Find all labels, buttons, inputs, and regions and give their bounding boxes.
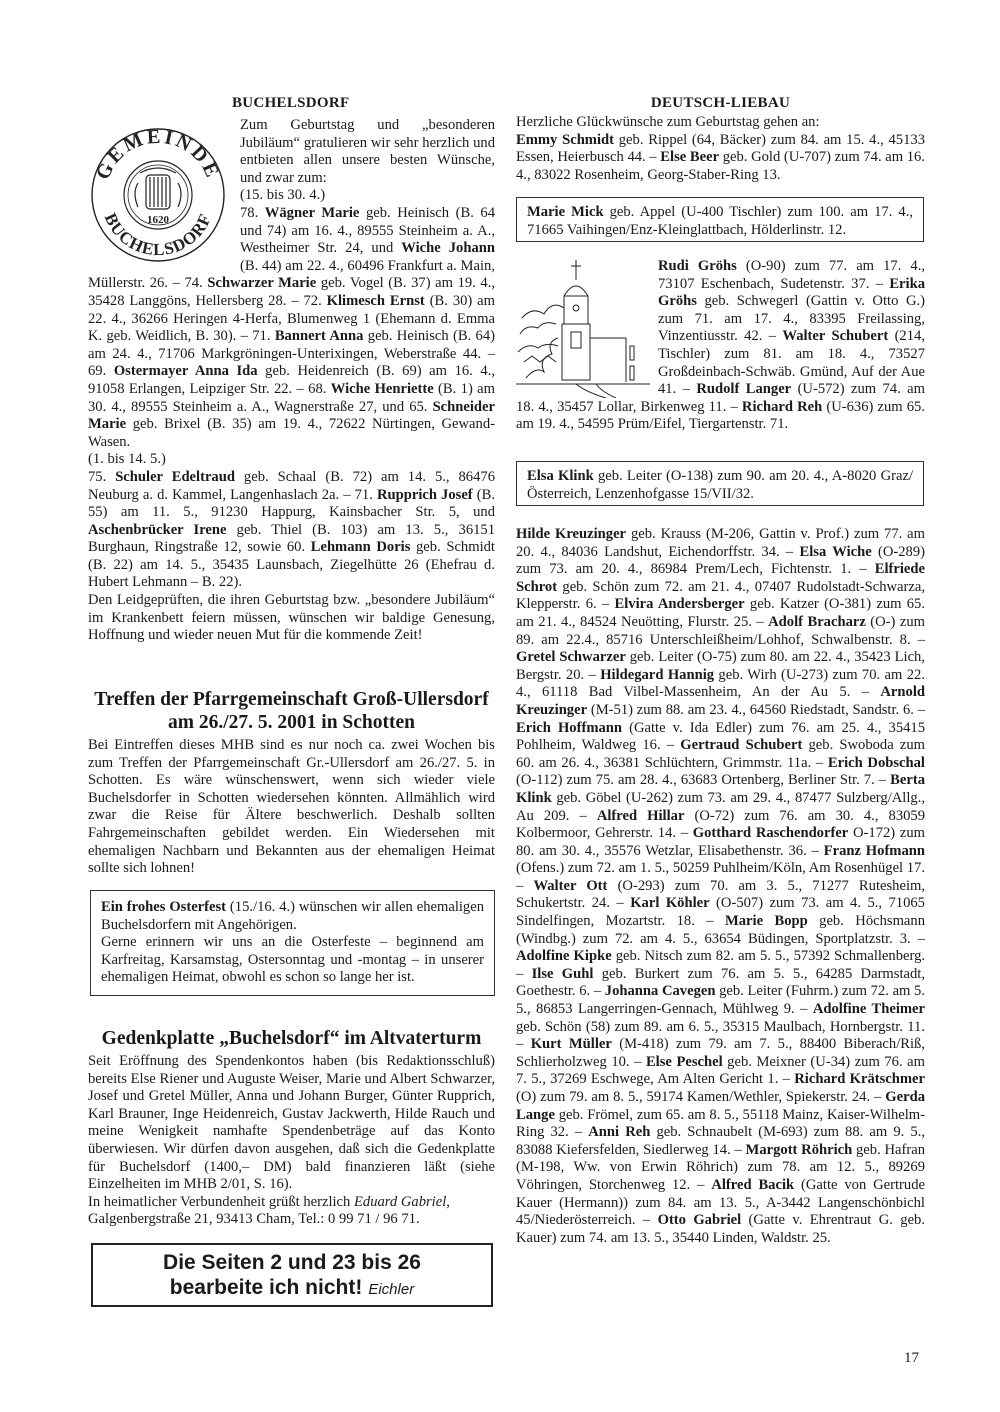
treffen-body-block xyxy=(88,737,495,878)
liebau-box1-text: Marie Mick geb. Appel (U-400 Tischler) zum 100. am 17. 4., 71665 Vaihingen/Enz-Kleinglattbach, Hölderlinstr. 12. xyxy=(527,204,913,238)
eichler-line1: Die Seiten 2 und 23 bis 26 xyxy=(163,1251,421,1274)
buchelsdorf-text-may: 75. Schuler Edeltraud geb. Schaal (B. 72) am 14. 5., 86476 Neuburg a. d. Kammel, Langenhaslach 2a. – 71. Rupprich Josef (B. 55) am 11. 5., 91230 Happurg, Kainsbacher Str. 5, und Aschenbrücker Irene geb. Thiel (B. 103) am 13. 5., 36151 Burghaun, Ringstraße 12, sowie 60. Lehmann Doris geb. Schmidt (B. 22) am 14. 5., 35435 Launsbach, Ziegelhütte 26 (Ehefrau d. Hubert Lehmann – B. 22). xyxy=(88,468,496,591)
eichler-signature: Eichler xyxy=(368,1281,415,1298)
gedenk-title: Gedenkplatte „Buchelsdorf“ im Altvaterturm xyxy=(101,1028,482,1049)
gedenk-body-block xyxy=(88,1053,495,1229)
seal-year: 1620 xyxy=(147,214,169,226)
buchelsdorf-birthdays-april xyxy=(88,205,495,645)
liebau-box-mick xyxy=(516,197,924,242)
treffen-body: Bei Eintreffen dieses MHB sind es nur noch ca. zwei Wochen bis zum Treffen der Pfarrgemeinschaft Gr.-Ullersdorf am 26./27. 5. in Schotten. Es wäre wünschenswert, wenn sich wieder viele Buchelsdorfer in Schotten wiedersehen könnten. Allmählich wird zwar die Reise für Ältere beschwerlich. Deshalb sollten Fahrgemeinschaften gebildet werden. Ein Wiedersehen mit ehemaligen Nachbarn und Bekannten aus der ehemaligen Heimat sollte sich lohnen! xyxy=(88,737,495,877)
section-title-deutsch-liebau: DEUTSCH-LIEBAU xyxy=(650,95,791,111)
liebau-box-klink xyxy=(516,461,924,506)
liebau-text3-block xyxy=(516,526,925,1247)
treffen-title xyxy=(88,688,495,734)
seal-bottom-text: BUCHELSDORF xyxy=(100,210,216,260)
liebau-intro: Herzliche Glückwünsche zum Geburtstag gehen an: xyxy=(516,114,820,130)
buchelsdorf-range-april: (15. bis 30. 4.) xyxy=(240,187,326,204)
gedenk-signature: Eduard Gabriel, xyxy=(353,1193,450,1210)
buchelsdorf-text-april: 78. Wägner Marie geb. Heinisch (B. 64 und 74) am 16. 4., 89555 Steinheim a. A., Westheimer Str. 24, und Wiche Johann (B. 44) am 22. 4., 60496 Frankfurt a. Main, Müllerstr. 26. – 74. Schwarzer Marie geb. Vogel (B. 37) am 19. 4., 35428 Langgöns, Hellersberg 28. – 72. Klimesch Ernst (B. 30) am 22. 4., 36266 Heringen 4-Herfa, Blumenweg 1 (Ehemann d. Emma K. geb. Weidlich, B. 30). – 71. Bannert Anna geb. Heinisch (B. 64) am 24. 4., 71706 Markgröningen-Unterixingen, Weberstraße 44. – 69. Ostermayer Anna Ida geb. Heidenreich (B. 69) am 16. 4., 91058 Erlangen, Leipziger Str. 22. – 68. Wiche Henriette (B. 1) am 30. 4., 89555 Steinheim a. A., Wagnerstraße 27, und 65. Schneider Marie geb. Brixel (B. 35) am 19. 4., 72622 Nürtingen, Gewand-Wasen. xyxy=(88,205,496,450)
buchelsdorf-range-may: (1. bis 14. 5.) xyxy=(88,451,166,468)
osterfest-text2: Gerne erinnern wir uns an die Osterfeste – beginnend am Karfreitag, Karsamstag, Ostersonntag und -montag – in unserer ehemaligen Heimat, obwohl es schon so lange her ist. xyxy=(101,934,484,986)
eichler-line2: bearbeite ich nicht! xyxy=(169,1276,363,1299)
section-title-buchelsdorf: BUCHELSDORF xyxy=(232,95,350,111)
liebau-text2: Rudi Gröhs (O-90) zum 77. am 17. 4., 73107 Eschenbach, Sudetenstr. 37. – Erika Gröhs geb. Schwegerl (Gattin v. Otto G.) zum 71. am 17. 4., 83395 Freilassing, Vinzentiusstr. 42. – Walter Schubert (214, Tischler) zum 81. am 18. 4., 73527 Großdeinbach-Schwäb. Gmünd, Auf der Aue 41. – Rudolf Langer (U-572) zum 74. am 18. 4., 35457 Lollar, Birkenweg 11. – Richard Reh (U-636) zum 65. am 19. 4., 54595 Prüm/Eifel, Tiergartenstr. 71. xyxy=(516,258,925,433)
liebau-box2-text: Elsa Klink geb. Leiter (O-138) zum 90. am 20. 4., A-8020 Graz/Österreich, Lenzenhofgasse 15/VII/32. xyxy=(527,468,914,502)
treffen-title-line1: Treffen der Pfarrgemeinschaft Groß-Ullersdorf xyxy=(94,689,489,710)
buchelsdorf-closing: Den Leidgeprüften, die ihren Geburtstag bzw. „besondere Jubiläum“ im Krankenbett feiern müssen, wünschen wir baldige Genesung, Hoffnung und wieder neuen Mut für die kommende Zeit! xyxy=(88,592,495,644)
page-number: 17 xyxy=(904,1350,919,1366)
seal-top-text: GEMEINDE xyxy=(91,125,225,184)
liebau-text1: Emmy Schmidt geb. Rippel (64, Bäcker) zum 84. am 15. 4., 45133 Essen, Heierbusch 44. – Else Beer geb. Gold (U-707) zum 74. am 16. 4., 83022 Rosenheim, Georg-Staber-Ring 13. xyxy=(516,131,925,183)
osterfest-bold: Ein frohes Osterfest xyxy=(101,899,227,915)
liebau-text2-block xyxy=(516,258,925,434)
osterfest-box xyxy=(90,890,495,996)
buchelsdorf-intro: Zum Geburtstag und „besonderen Jubiläum“ gratulieren wir sehr herzlich und entbieten allen unsere besten Wünsche, und zwar zum: xyxy=(240,117,495,186)
buchelsdorf-intro-block xyxy=(240,117,495,205)
gedenk-greeting: In heimatlicher Verbundenheit grüßt herzlich xyxy=(88,1193,354,1210)
liebau-intro-block xyxy=(516,114,925,184)
gedenk-address: Galgenbergstraße 21, 93413 Cham, Tel.: 0 99 71 / 96 71. xyxy=(88,1211,420,1228)
treffen-title-line2: am 26./27. 5. 2001 in Schotten xyxy=(167,712,415,733)
eichler-notice-box xyxy=(91,1243,493,1307)
liebau-text3: Hilde Kreuzinger geb. Krauss (M-206, Gattin v. Prof.) zum 77. am 20. 4., 84036 Landshut, Eichendorffstr. 34. – Elsa Wiche (O-289) zum 73. am 20. 4., 86984 Prem/Lech, Fichtenstr. 1. – Elfriede Schrot geb. Schön zum 72. am 21. 4., 07407 Rudolstadt-Schwarza, Klepperstr. 6. – Elvira Andersberger geb. Katzer (O-381) zum 65. am 21. 4., 84524 Neuötting, Flurstr. 25. – Adolf Bracharz (O-) zum 89. am 22.4., 85716 Unterschleißheim/Lohhof, Schwalbenstr. 8. – Gretel Schwarzer geb. Leiter (O-75) zum 80. am 22. 4., 35423 Lich, Bergstr. 20. – Hildegard Hannig geb. Wirh (U-273) zum 70. am 22. 4., 61118 Bad Vilbel-Massenheim, An der Au 5. – Arnold Kreuzinger (M-51) zum 88. am 23. 4., 64560 Riedstadt, Sandstr. 6. – Erich Hoffmann (Gatte v. Ida Edler) zum 76. am 25. 4., 35415 Pohlheim, Waldweg 16. – Gertraud Schubert geb. Swoboda zum 60. am 26. 4., 36381 Schlüchtern, Grimmstr. 11a. – Erich Dobschal (O-112) zum 75. am 28. 4., 63683 Ortenberg, Berliner Str. 7. – Berta Klink geb. Göbel (U-262) zum 73. am 29. 4., 87477 Sulzberg/Allg., Au 209. – Alfred Hillar (O-72) zum 76. am 30. 4., 83059 Kolbermoor, Gehrerstr. 14. – Gotthard Raschendorfer O-172) zum 80. am 30. 4., 35576 Wetzlar, Elisabethenstr. 36. – Franz Hofmann (Ofens.) zum 72. am 1. 5., 50259 Puhlheim/Köln, Am Rosenhügel 17. – Walter Ott (O-293) zum 70. am 3. 5., 71277 Rutesheim, Schukertstr. 24. – Karl Köhler (O-507) zum 73. am 4. 5., 71065 Sindelfingen, Mozartstr. 18. – Marie Bopp geb. Höchsmann (Windbg.) zum 72. am 4. 5., 63654 Büdingen, Sportplatzstr. 3. – Adolfine Kipke geb. Nitsch zum 82. am 5. 5., 57392 Schmallenberg. – Ilse Guhl geb. Burkert zum 76. am 5. 5., 64285 Darmstadt, Goethestr. 6. – Johanna Cavegen geb. Leiter (Fuhrm.) zum 72. am 5. 5., 86853 Langerringen-Gennach, Mühlweg 9. – Adolfine Theimer geb. Schön (58) zum 89. am 6. 5., 35315 Maulbach, Hornbergstr. 11. – Kurt Müller (M-418) zum 79. am 7. 5., 88400 Biberach/Riß, Schlierholzweg 10. – Else Peschel geb. Meixner (U-34) zum 76. am 7. 5., 37269 Eschwege, Am Alten Gericht 1. – Richard Krätschmer (O) zum 79. am 8. 5., 59174 Kamen/Wethler, Spiekerstr. 24. – Gerda Lange geb. Frömel, zum 65. am 8. 5., 55118 Mainz, Kaiser-Wilhelm-Ring 32. – Anni Reh geb. Schnaubelt (M-693) zum 88. am 9. 5., 83088 Kiefersfelden, Siedlerweg 14. – Margott Röhrich geb. Hafran (M-198, Ww. von Erwin Röhrich) zum 78. am 12. 5., 89269 Vöhringen, Storchenweg 12. – Alfred Bacik (Gatte von Gertrude Kauer (Hermann)) zum 84. am 13. 5., A-3442 Langenschönbichl 45/Niederösterreich. – Otto Gabriel (Gatte v. Ehrentraut G. geb. Kauer) zum 74. am 13. 5., 35440 Linden, Waldstr. 25. xyxy=(516,526,926,1246)
osterfest-text: (15./16. 4.) wünschen wir allen ehemaligen Buchelsdorfern mit Angehörigen. xyxy=(101,899,484,933)
gedenk-body: Seit Eröffnung des Spendenkontos haben (bis Redaktionsschluß) bereits Else Riener und Auguste Weiser, Marie und Albert Schwarzer, Josef und Gretel Müller, Anna und Johann Burger, Günter Rupprich, Karl Brauner, Inge Heidenreich, Gustav Jackwerth, Hilde Rauch und meine Wenigkeit namhafte Spendenbeträge auf das Konto überwiesen. Wir dürfen davon ausgehen, daß sich die Gedenkplatte für Buchelsdorf (1400,– DM) bald finanzieren läßt (siehe Einzelheiten im MHB 2/01, S. 16). xyxy=(88,1053,495,1193)
